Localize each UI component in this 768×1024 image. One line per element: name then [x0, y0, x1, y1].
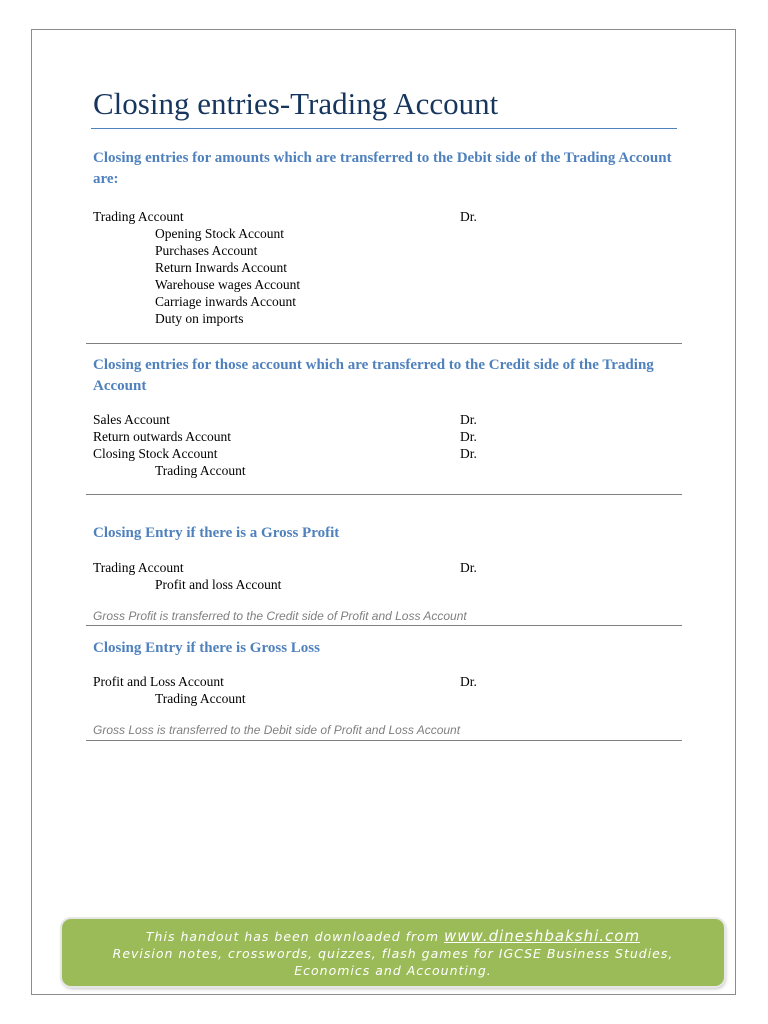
section2-debit-account: Closing Stock Account	[93, 446, 218, 461]
section2-debit-account: Return outwards Account	[93, 429, 231, 444]
section1-debit-dr: Dr.	[460, 209, 477, 224]
section3-debit-dr: Dr.	[460, 560, 477, 575]
website-link[interactable]: www.dineshbakshi.com	[444, 927, 641, 945]
section3-credit-account: Profit and loss Account	[155, 577, 282, 592]
section-divider	[86, 494, 682, 495]
section2-debit-dr: Dr.	[460, 429, 477, 444]
section1-credit-item: Purchases Account	[155, 243, 258, 258]
page-title: Closing entries-Trading Account	[93, 86, 499, 121]
section-divider	[86, 625, 682, 626]
section1-debit-account: Trading Account	[93, 209, 184, 224]
section-divider	[86, 343, 682, 344]
section2-credit-account: Trading Account	[155, 463, 246, 478]
section4-heading: Closing Entry if there is Gross Loss	[93, 640, 320, 656]
footer-description-cont: Economics and Accounting.	[294, 963, 492, 978]
section1-credit-item: Carriage inwards Account	[155, 294, 296, 309]
section2-debit-account: Sales Account	[93, 412, 170, 427]
section3-note: Gross Profit is transferred to the Credit side of Profit and Loss Account	[93, 609, 467, 623]
section1-heading: Closing entries for amounts which are transferred to the Debit side of the Trading Account are:	[93, 150, 672, 187]
footer-line2	[62, 945, 724, 979]
section4-debit-dr: Dr.	[460, 674, 477, 689]
section2-debit-dr: Dr.	[460, 446, 477, 461]
section1-credit-item: Opening Stock Account	[155, 226, 284, 241]
footer-description: Revision notes, crosswords, quizzes, flash games for IGCSE Business Studies,	[112, 946, 674, 961]
footer-line1	[62, 927, 724, 945]
footer-prefix: This handout has been downloaded from	[145, 929, 440, 944]
footer-banner	[62, 919, 724, 986]
section4-credit-account: Trading Account	[155, 691, 246, 706]
section3-heading: Closing Entry if there is a Gross Profit	[93, 525, 340, 541]
section1-credit-item: Warehouse wages Account	[155, 277, 301, 292]
section4-note: Gross Loss is transferred to the Debit side of Profit and Loss Account	[93, 723, 461, 737]
section2-heading: Closing entries for those account which are transferred to the Credit side of the Trading Account	[93, 357, 654, 394]
section1-credit-item: Duty on imports	[155, 311, 244, 326]
section3-debit-account: Trading Account	[93, 560, 184, 575]
section4-debit-account: Profit and Loss Account	[93, 674, 224, 689]
section-divider	[86, 740, 682, 741]
section1-credit-item: Return Inwards Account	[155, 260, 287, 275]
section2-debit-dr: Dr.	[460, 412, 477, 427]
title-underline	[91, 128, 677, 129]
